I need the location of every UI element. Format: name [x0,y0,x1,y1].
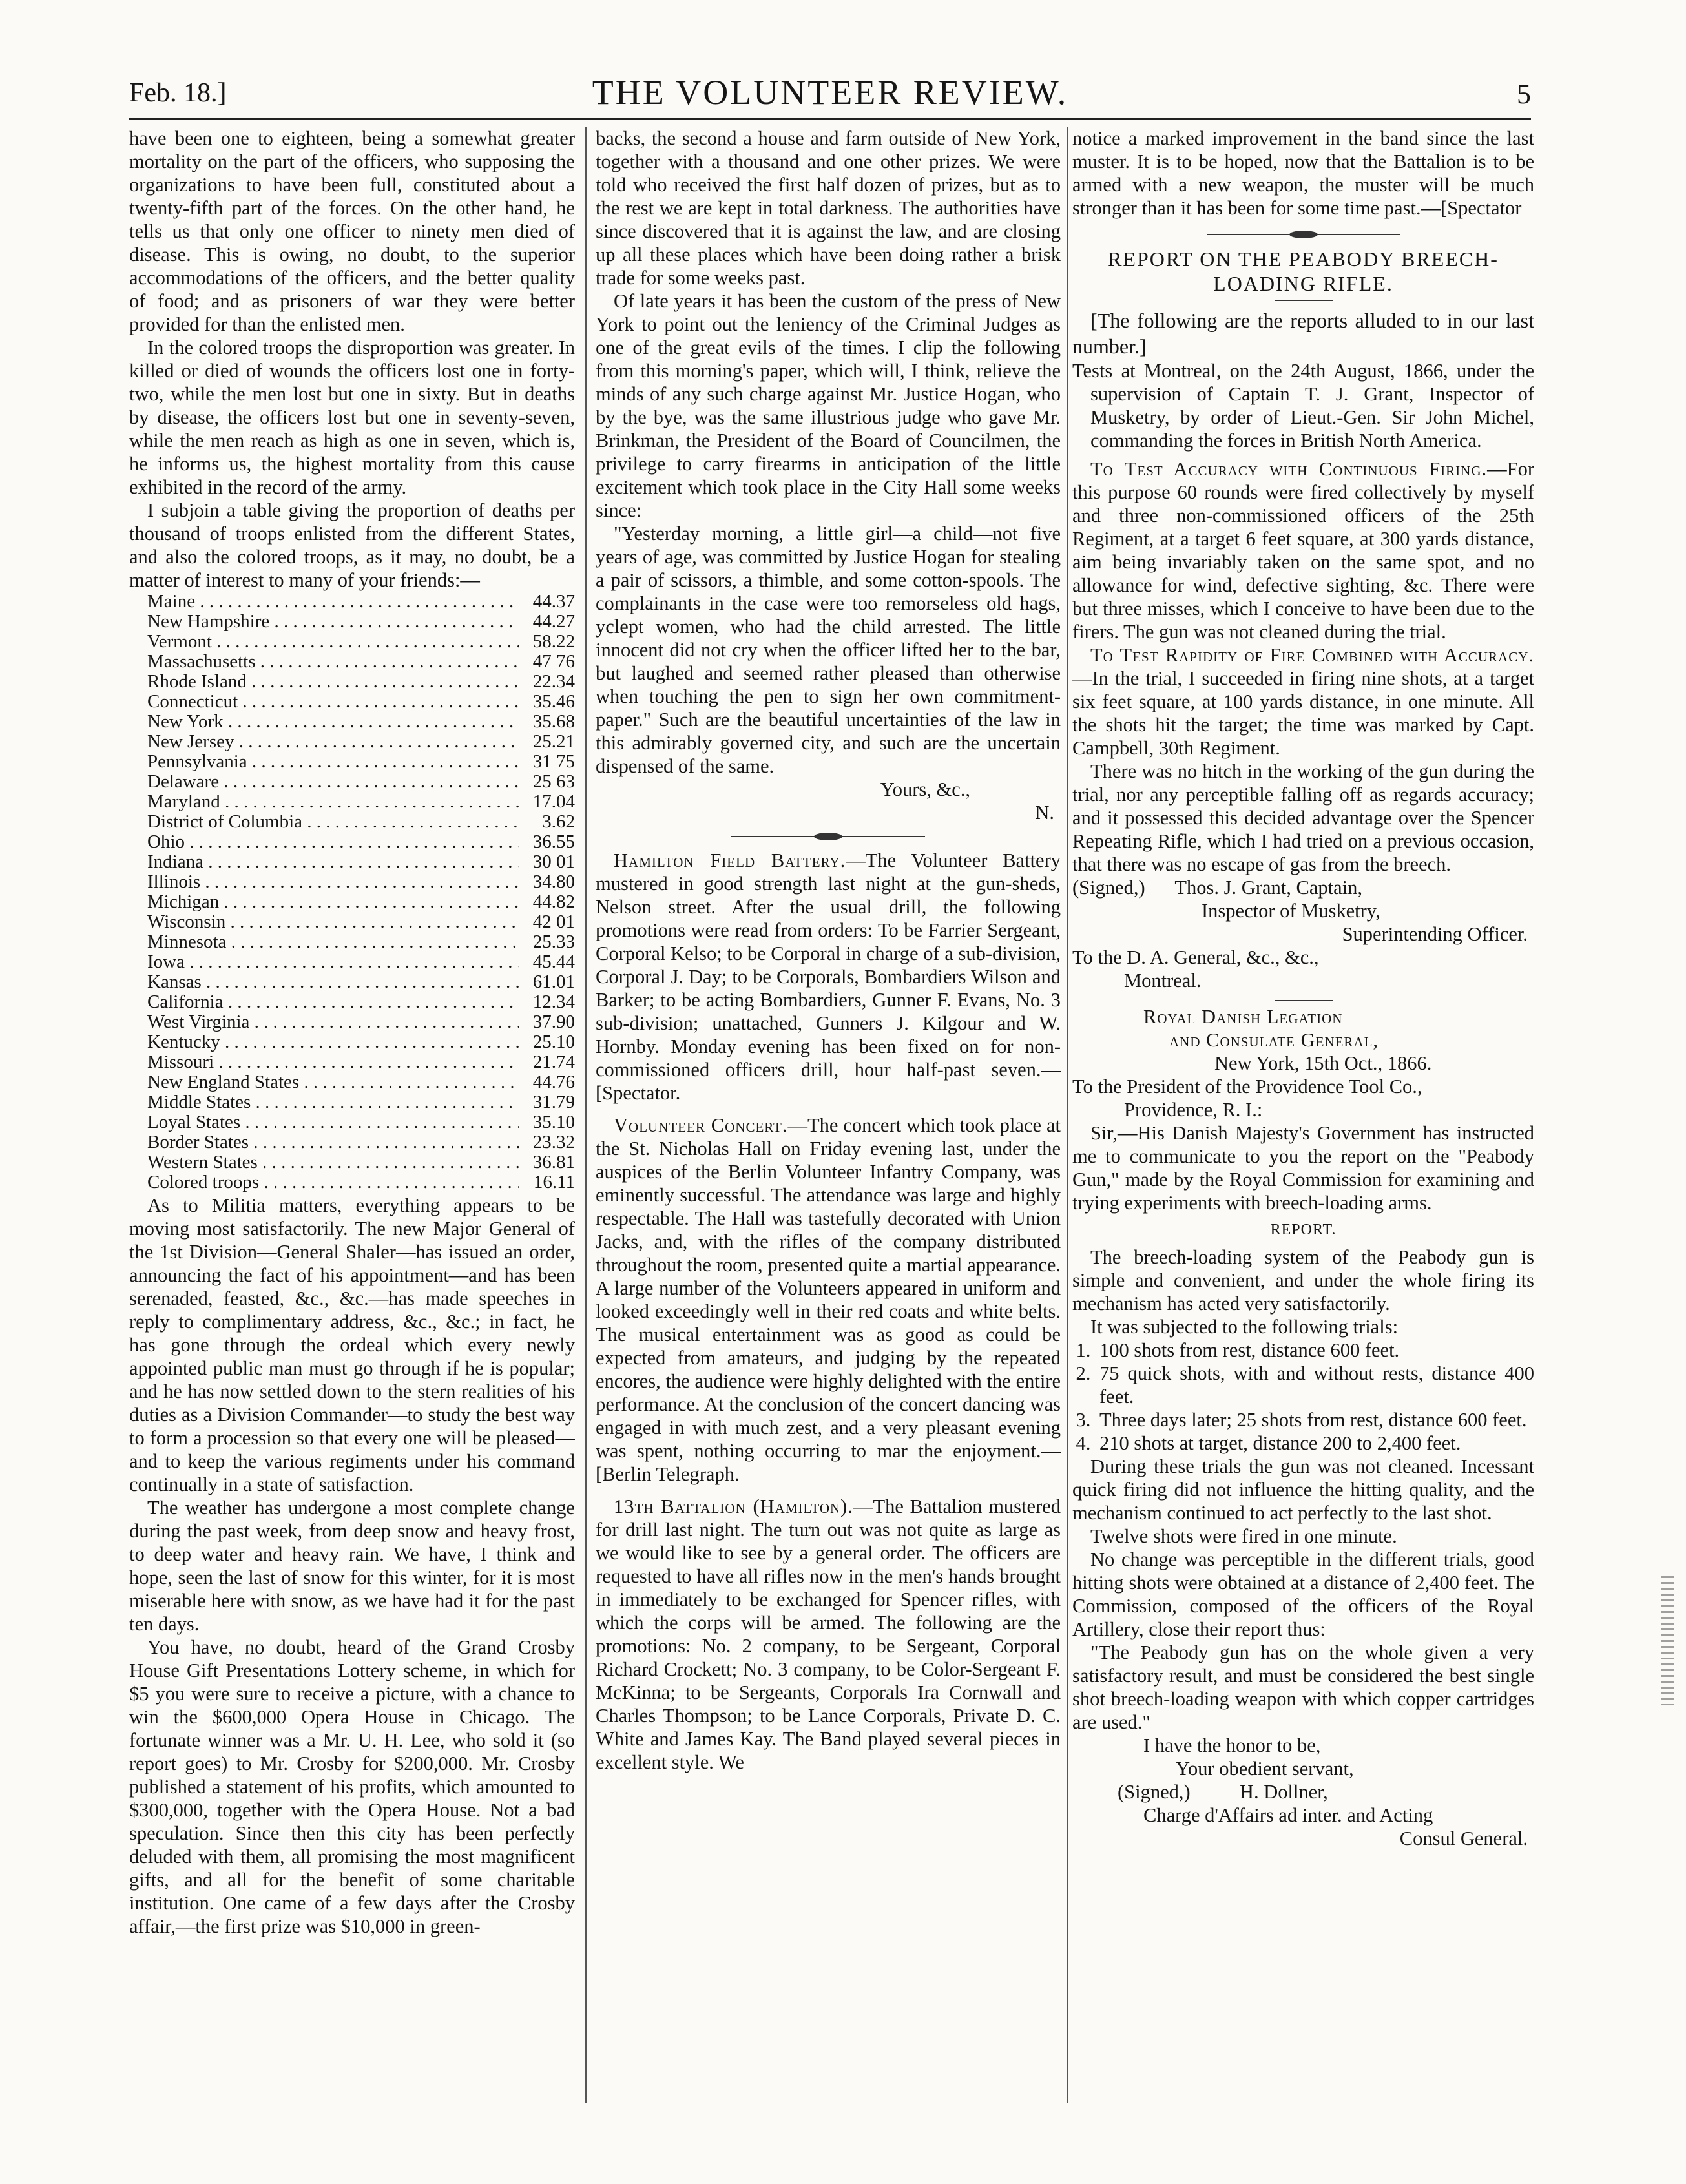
mortality-value: 25 63 [532,771,575,792]
table-row [147,1152,575,1172]
mortality-value: 36.81 [532,1152,575,1172]
legation-line: and Consulate General, [1169,1029,1379,1051]
signature-block [1072,1780,1534,1804]
mortality-table [147,592,575,1192]
trial-item: 3. Three days later; 25 shots from rest, distance 600 feet. [1096,1408,1534,1431]
column-1 [129,127,575,2103]
section-ornament [731,831,925,842]
table-row [147,692,575,712]
mortality-value: 58.22 [532,631,575,652]
state-name: New England States . . . [147,1072,519,1092]
article-paragraph: backs, the second a house and farm outside of New York, together with a thousand and one other prizes. We were told who received the first half dozen of prizes, but as to the rest we are kept in total darkness. The authorities have since discovered that it is against the law, and are closing up all these places which have been doing rather a brisk trade for some weeks past. [596,127,1061,289]
signed-label: (Signed,) [1118,1781,1191,1803]
addressee: To the D. A. General, &c., &c., [1072,946,1319,968]
state-name: Illinois . . . [147,872,519,892]
item-heading: Hamilton Field Battery. [614,849,846,871]
signer-name: Thos. J. Grant, Captain, [1174,877,1362,899]
mortality-value: 61.01 [532,972,575,992]
table-row [147,672,575,692]
item-heading: Volunteer Concert. [614,1114,788,1136]
mortality-value: 16.11 [533,1172,575,1192]
article-paragraph: The weather has undergone a most complete change during the past week, from deep snow and heavy frost, to deep water and heavy rain. We have, I think and hope, seen the last of snow for this winter, for it is most miserable here with snow, as we have had it for the past ten days. [129,1497,575,1635]
table-row [147,632,575,652]
item-body: —The Battalion mustered for drill last night. The turn out was not quite as large as we would like to see by a general order. The officers are requested to have all rifles now in the men's hands brought in immediately to be exchanged for Spencer rifles, with which the corps will be armed. The following are the promotions: No. 2 company, to be Sergeant, Corporal Richard Crockett; No. 3 company, to be Color-Sergeant F. McKinna; to be Sergeants, Corporals Ira Cornwall and Charles Thompson; to be Lance Corporals, Private D. C. White and James Kay. The Band played several pieces in excellent style. We [596,1495,1061,1773]
trial-item: 1. 100 shots from rest, distance 600 feet. [1096,1338,1534,1362]
table-row [147,972,575,992]
state-name: Loyal States . . . [147,1112,519,1132]
state-name: Michigan . . . [147,892,519,912]
state-name: District of Columbia . . . [147,812,519,832]
item-body: —In the trial, I succeeded in firing nine shots, at a target six feet square, at 100 yards distance, in one minute. All the shots hit the target; the time was marked by Capt. Campbell, 30th Regiment. [1072,667,1534,759]
addressee-city: Providence, R. I.: [1124,1099,1263,1121]
table-row [147,992,575,1012]
issue-date: Feb. 18.] [129,78,227,108]
article-paragraph: There was no hitch in the working of the gun during the trial, nor any perceptible falling off as regards accuracy; and it possessed this decided advantage over the Spencer Repeating Rifle, which I had tried on a previous occasion, that there was no escape of gas from the breech. [1072,760,1534,875]
table-row [147,812,575,832]
header-rule [129,118,1531,120]
signed-label: (Signed,) [1072,877,1145,899]
table-row [147,1132,575,1152]
mortality-value: 35.46 [532,691,575,712]
article-paragraph: notice a marked improvement in the band since the last muster. It is to be hoped, now that the Battalion is to be armed with a new weapon, the muster will be much stronger than it has been for some time past.—[Spectator [1072,127,1534,219]
legation-line: Royal Danish Legation [1143,1006,1343,1028]
headline-rule [1275,300,1333,301]
column-divider [1067,127,1068,2103]
mortality-value: 44.82 [532,891,575,912]
mortality-value: 45.44 [532,952,575,972]
state-name: New Jersey . . . [147,732,519,752]
mortality-value: 35.68 [532,711,575,732]
column-divider [585,127,587,2103]
table-row [147,1052,575,1072]
report-paragraph: The breech-loading system of the Peabody gun is simple and convenient, and under the whole firing its mechanism has acted very satisfactorily. [1072,1246,1534,1315]
accuracy-test [1072,457,1534,643]
mortality-value: 21.74 [532,1052,575,1072]
mortality-value: 17.04 [532,791,575,812]
section-ornament [1207,229,1400,240]
closing-line: Your obedient servant, [1176,1758,1354,1780]
table-row [147,592,575,612]
report-quote: "The Peabody gun has on the whole given a very satisfactory result, and must be considered the best single shot breech-loading weapon with which copper cartridges are used." [1072,1641,1534,1733]
report-paragraph: During these trials the gun was not cleaned. Incessant quick firing did not influence the hitting quality, and the mechanism continued to act perfectly to the last shot. [1072,1455,1534,1524]
item-body: —For this purpose 60 rounds were fired collectively by myself and three non-commissioned officers of the 25th Regiment, at a target 6 feet square, at 300 yards distance, aim being invariably taken on the same spot, and no allowance for wind, defective sighting, &c. There were but three misses, which I conceive to have been due to the firers. The gun was not cleaned during the trial. [1072,458,1534,643]
mortality-value: 47 76 [532,651,575,672]
report-paragraph: Twelve shots were fired in one minute. [1090,1525,1397,1547]
state-name: Wisconsin . . . [147,912,519,932]
mortality-value: 25.10 [532,1032,575,1052]
trials-list [1072,1338,1534,1455]
column-2 [596,127,1061,2103]
table-row [147,892,575,912]
rapidity-test [1072,643,1534,760]
table-row [147,912,575,932]
table-row [147,1032,575,1052]
table-row [147,1012,575,1032]
signer-title: Inspector of Musketry, [1202,900,1380,922]
letter-closing: Yours, &c., [880,778,970,800]
signer-title: Superintending Officer. [1342,923,1528,945]
news-item-13th-battalion [596,1495,1061,1774]
state-name: Colored troops . . . [147,1172,519,1192]
table-row [147,1072,575,1092]
state-name: Massachusetts . . . [147,652,519,672]
state-name: Pennsylvania . . . [147,752,519,772]
article-paragraph: In the colored troops the disproportion was greater. In killed or died of wounds the officers lost one in forty-two, while the men lost but one in sixty. But in deaths by disease, the officers lost but one in seventy-seven, while the men reach as high as one in seven, which is, he informs us, the highest mortality from this cause exhibited in the record of the army. [129,337,575,498]
mortality-value: 31.79 [532,1092,575,1112]
item-body: —The concert which took place at the St. Nicholas Hall on Friday evening last, under the auspices of the Berlin Volunteer Infantry Company, was eminently successful. The attendance was large and highly respectable. The Hall was tastefully decorated with Union Jacks, and, with the rifles of the company distributed throughout the room, presented quite a martial appearance. A large number of the Volunteers appeared in uniform and looked exceedingly well in their red coats and white belts. The musical entertainment was as good as could be expected from amateurs, and judging by the repeated encores, the audience were highly delighted with the entire performance. At the conclusion of the concert dancing was engaged in with much zest, and a very pleasant evening was spent, nothing occurring to mar the enjoyment.—[Berlin Telegraph. [596,1114,1061,1485]
state-name: Kansas . . . [147,972,519,992]
mortality-value: 37.90 [532,1012,575,1032]
state-name: Middle States . . . [147,1092,519,1112]
divider-rule [1275,1000,1333,1001]
state-name: Vermont . . . [147,632,519,652]
state-name: West Virginia . . . [147,1012,519,1032]
signature-block [1072,876,1534,899]
closing-line: I have the honor to be, [1143,1734,1321,1756]
table-row [147,932,575,952]
table-row [147,952,575,972]
signer-title: Charge d'Affairs ad inter. and Acting [1143,1804,1433,1826]
table-row [147,652,575,672]
quoted-paragraph: "Yesterday morning, a little girl—a child—not five years of age, was committed by Justice Hogan for stealing a pair of scissors, a thimble, and some cotton-spools. The complainants in the case were too remorseless old hags, yclept women, who had the child arrested. The little innocent did not cry when the officer lifted her to the bar, but laughed and seemed rather pleased than otherwise when touching the pen to sign her own commitment-paper." Such are the beautiful uncertainties of the law in this admirably governed city, and such are the uncertain dispensed of the same. [596,523,1061,777]
mortality-value: 31 75 [532,751,575,772]
article-paragraph: I subjoin a table giving the proportion of deaths per thousand of troops enlisted from the different States, and also the colored troops, as it may, no doubt, be a matter of interest to many of your friends:— [129,499,575,591]
column-3 [1072,127,1534,2103]
state-name: Connecticut . . . [147,692,519,712]
state-name: Western States . . . [147,1152,519,1172]
mortality-value: 35.10 [532,1112,575,1132]
report-paragraph: It was subjected to the following trials: [1090,1316,1399,1338]
mortality-value: 25.21 [532,731,575,752]
table-row [147,1112,575,1132]
mortality-value: 44.37 [532,591,575,612]
report-paragraph: No change was perceptible in the different trials, good hitting shots were obtained at a distance of 2,400 feet. The Commission, composed of the officers of the Royal Artillery, close their report thus: [1072,1548,1534,1640]
table-row [147,832,575,852]
item-heading: To Test Rapidity of Fire Combined with Accuracy. [1090,644,1534,666]
article-paragraph: You have, no doubt, heard of the Grand Crosby House Gift Presentations Lottery scheme, in which for $5 you were sure to receive a picture, with a chance to win the $600,000 Opera House in Chicago. The fortunate winner was a Mr. U. H. Lee, who sold it (so report goes) to Mr. Crosby for $200,000. Mr. Crosby published a statement of his profits, which amounted to $300,000, together with the Opera House. Not a bad speculation. Since then this city has been perfectly deluded with them, all promising the most magnificent gifts, and all for the benefit of some charitable institution. One came of a few days after the Crosby affair,—the first prize was $10,000 in green- [129,1636,575,1937]
article-paragraph: have been one to eighteen, being a somewhat greater mortality on the part of the officers, who supposing the organizations to have been full, constituted about a twenty-fifth part of the forces. On the other hand, he tells us that only one officer to ninety men died of disease. This is owing, no doubt, to the superior accommodations of the officers, and the better quality of food; and as prisoners of war they were better provided for than the enlisted men. [129,127,575,335]
trial-item: 4. 210 shots at target, distance 200 to 2,400 feet. [1096,1431,1534,1455]
mortality-value: 23.32 [532,1132,575,1152]
state-name: Delaware . . . [147,772,519,792]
letter-signoff: N. [1035,802,1054,824]
state-name: Indiana . . . [147,852,519,872]
addressee: To the President of the Providence Tool Co., [1072,1076,1422,1097]
state-name: Maryland . . . [147,792,519,812]
article-paragraph: As to Militia matters, everything appears to be moving most satisfactorily. The new Major General of the 1st Division—General Shaler—has issued an order, announcing the fact of his appointment—and has been serenaded, feasted, &c., &c.—has made speeches in reply to complimentary address, &c., &c.; in fact, he has gone through the ordeal which every newly appointed public man must go through if he is popular; and he has now settled down to the stern realities of his duties as a Division Commander—to study the best way to form a procession so that every one will be pleased—and to keep the various regiments under his command continually in a state of satisfaction. [129,1194,575,1495]
mortality-value: 30 01 [532,851,575,872]
mortality-value: 36.55 [532,831,575,852]
table-row [147,752,575,772]
report-headline: REPORT ON THE PEABODY BREECH-LOADING RIFLE. [1108,247,1499,295]
scan-edge-noise [1661,1576,1674,1705]
mortality-value: 34.80 [532,871,575,892]
state-name: Border States . . . [147,1132,519,1152]
news-item-hamilton-battery [596,849,1061,1105]
trial-item: 2. 75 quick shots, with and without rests, distance 400 feet. [1096,1362,1534,1408]
mortality-value: 44.27 [532,611,575,632]
mortality-value: 42 01 [532,911,575,932]
mortality-value: 25.33 [532,931,575,952]
state-name: Kentucky . . . [147,1032,519,1052]
signer-name: H. Dollner, [1239,1781,1328,1803]
signer-title: Consul General. [1399,1827,1528,1849]
table-row [147,712,575,732]
state-name: Rhode Island . . . [147,672,519,692]
page-header [129,71,1531,118]
letter-paragraph: Sir,—His Danish Majesty's Government has instructed me to communicate to you the report on the "Peabody Gun," made by the Royal Commission for examining and trying experiments with breech-loading arms. [1072,1122,1534,1214]
table-row [147,1172,575,1192]
state-name: New Hampshire . . . [147,612,519,632]
table-row [147,612,575,632]
mortality-value: 3.62 [542,811,575,832]
report-label: REPORT. [1270,1222,1337,1238]
page-number: 5 [1517,78,1531,110]
state-name: Minnesota . . . [147,932,519,952]
report-intro: [The following are the reports alluded to in our last number.] [1072,309,1534,358]
mortality-value: 44.76 [532,1072,575,1092]
tests-preamble: Tests at Montreal, on the 24th August, 1866, under the supervision of Captain T. J. Grant, Inspector of Musketry, by order of Lieut.-Gen. Sir John Michel, commanding the forces in British North America. [1072,360,1534,452]
legation-date: New York, 15th Oct., 1866. [1214,1052,1432,1074]
mortality-value: 12.34 [532,992,575,1012]
item-body: —The Volunteer Battery mustered in good strength last night at the gun-sheds, Nelson street. After the usual drill, the following promotions were read from orders: To be Farrier Sergeant, Corporal Kelso; to be Corporal in charge of a sub-division, Corporal J. Day; to be Corporals, Bombardiers Wilson and Barker; to be acting Bombardiers, Gunner F. Evans, No. 3 sub-division; unattached, Gunners J. Kilgour and W. Hornby. Monday evening has been fixed on for non-commissioned officers drill, hour half-past seven.—[Spectator. [596,849,1061,1104]
state-name: New York . . . [147,712,519,732]
state-name: California . . . [147,992,519,1012]
addressee-city: Montreal. [1124,970,1202,992]
item-heading: 13th Battalion (Hamilton). [614,1495,853,1517]
table-row [147,1092,575,1112]
table-row [147,872,575,892]
news-item-volunteer-concert [596,1114,1061,1486]
masthead-title: THE VOLUNTEER REVIEW. [592,73,1068,112]
item-heading: To Test Accuracy with Continuous Firing. [1090,458,1488,480]
table-row [147,852,575,872]
table-row [147,772,575,792]
mortality-value: 22.34 [532,671,575,692]
table-row [147,732,575,752]
state-name: Maine . . . [147,592,519,612]
state-name: Iowa . . . [147,952,519,972]
table-row [147,792,575,812]
article-paragraph: Of late years it has been the custom of the press of New York to point out the leniency of the Criminal Judges as one of the great evils of the times. I clip the following from this morning's paper, which will, I think, relieve the minds of any such charge against Mr. Justice Hogan, who by the bye, was the same illustrious judge who gave Mr. Brinkman, the President of the Board of Councilmen, the privilege to carry firearms in anticipation of the little excitement which took place in the City Hall some weeks since: [596,290,1061,521]
state-name: Ohio . . . [147,832,519,852]
state-name: Missouri . . . [147,1052,519,1072]
